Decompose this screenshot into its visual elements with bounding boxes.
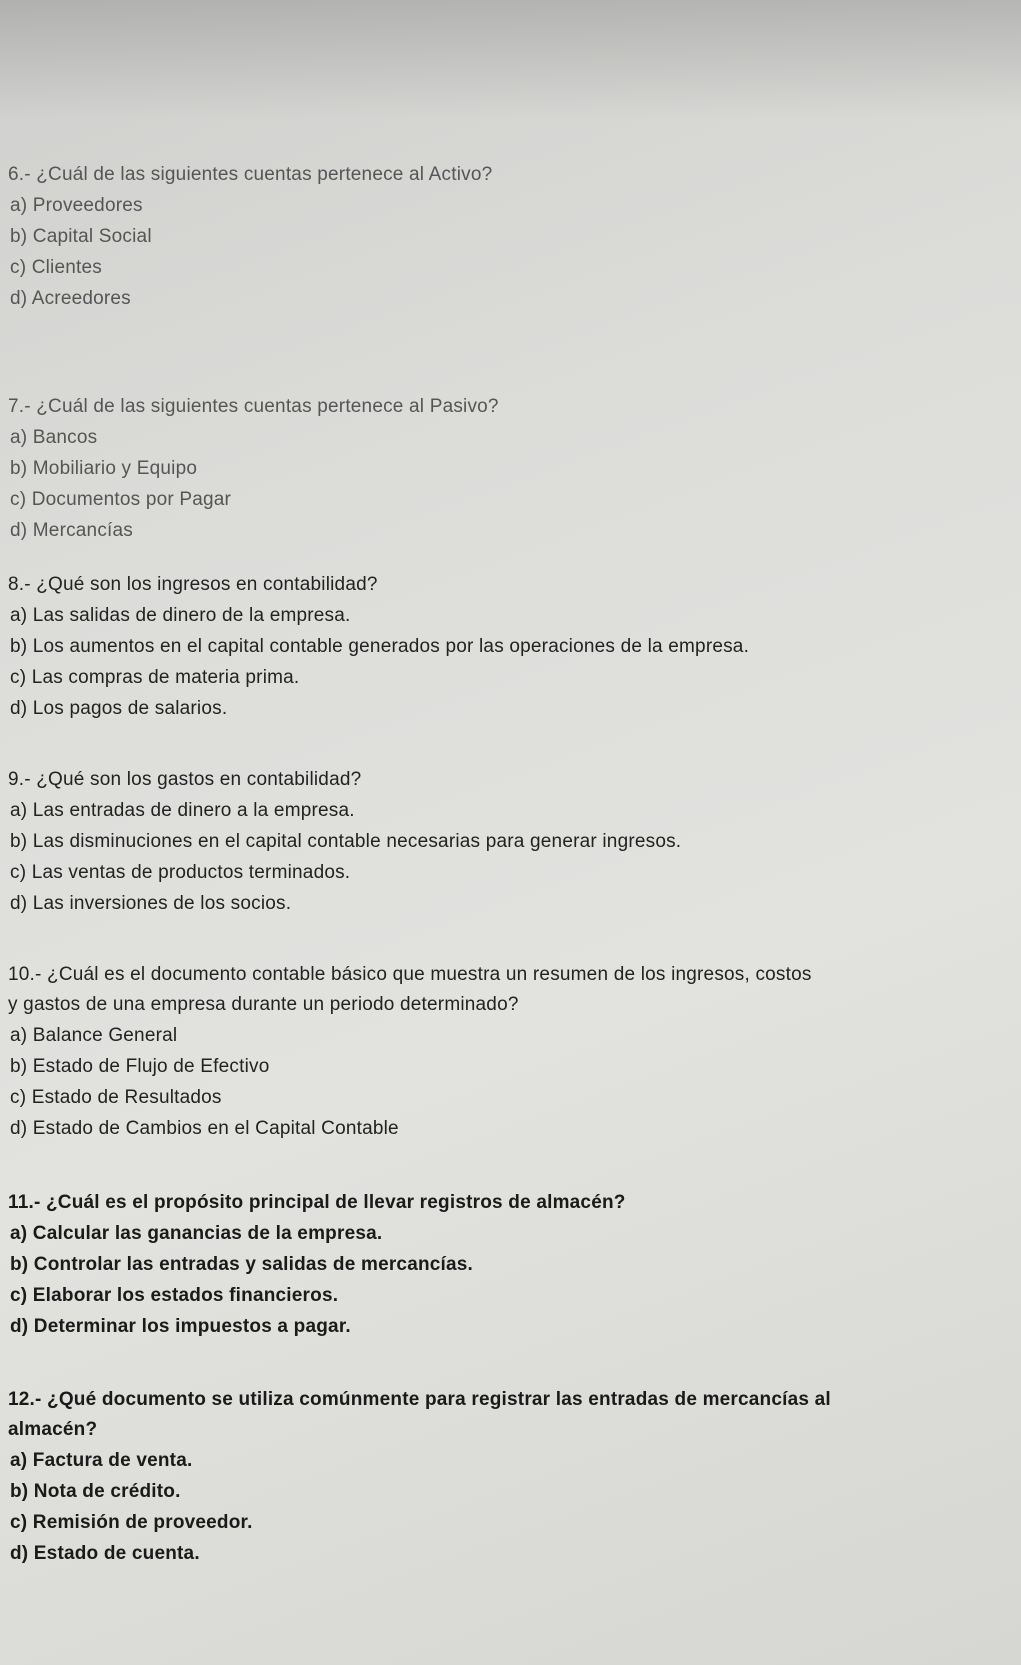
question-8-option-c: c) Las compras de materia prima. bbox=[10, 667, 300, 688]
question-7-option-d: d) Mercancías bbox=[10, 520, 133, 541]
question-8-option-a: a) Las salidas de dinero de la empresa. bbox=[10, 605, 351, 626]
question-12-text-line2: almacén? bbox=[8, 1419, 98, 1440]
question-6-option-a: a) Proveedores bbox=[10, 195, 143, 216]
question-12-text-line1: 12.- ¿Qué documento se utiliza comúnmente para registrar las entradas de mercancías al bbox=[8, 1389, 831, 1410]
question-11 bbox=[8, 1188, 1008, 1342]
question-10-text-line1: 10.- ¿Cuál es el documento contable básico que muestra un resumen de los ingresos, costos bbox=[8, 964, 812, 985]
question-10-option-a: a) Balance General bbox=[10, 1025, 178, 1046]
question-11-option-b: b) Controlar las entradas y salidas de mercancías. bbox=[10, 1254, 474, 1275]
question-6-text: 6.- ¿Cuál de las siguientes cuentas pertenece al Activo? bbox=[8, 164, 493, 185]
question-9-option-c: c) Las ventas de productos terminados. bbox=[10, 862, 351, 883]
question-9-option-d: d) Las inversiones de los socios. bbox=[10, 893, 292, 914]
question-7 bbox=[8, 392, 1008, 546]
question-6 bbox=[8, 160, 1008, 314]
question-6-option-d: d) Acreedores bbox=[10, 288, 131, 309]
question-7-option-c: c) Documentos por Pagar bbox=[10, 489, 232, 510]
question-12-option-b: b) Nota de crédito. bbox=[10, 1481, 181, 1502]
top-shadow bbox=[0, 0, 1021, 120]
question-9-option-b: b) Las disminuciones en el capital contable necesarias para generar ingresos. bbox=[10, 831, 682, 852]
question-9-option-a: a) Las entradas de dinero a la empresa. bbox=[10, 800, 355, 821]
question-12-option-d: d) Estado de cuenta. bbox=[10, 1543, 200, 1564]
question-12 bbox=[8, 1385, 1008, 1569]
question-10 bbox=[8, 960, 1008, 1144]
question-7-text: 7.- ¿Cuál de las siguientes cuentas pertenece al Pasivo? bbox=[8, 396, 499, 417]
question-10-option-c: c) Estado de Resultados bbox=[10, 1087, 222, 1108]
question-11-text: 11.- ¿Cuál es el propósito principal de llevar registros de almacén? bbox=[8, 1192, 626, 1213]
question-8 bbox=[8, 570, 1008, 724]
question-10-option-b: b) Estado de Flujo de Efectivo bbox=[10, 1056, 270, 1077]
question-11-option-a: a) Calcular las ganancias de la empresa. bbox=[10, 1223, 383, 1244]
question-10-option-d: d) Estado de Cambios en el Capital Contable bbox=[10, 1118, 399, 1139]
question-9-text: 9.- ¿Qué son los gastos en contabilidad? bbox=[8, 769, 362, 790]
question-12-option-a: a) Factura de venta. bbox=[10, 1450, 193, 1471]
question-11-option-c: c) Elaborar los estados financieros. bbox=[10, 1285, 339, 1306]
question-11-option-d: d) Determinar los impuestos a pagar. bbox=[10, 1316, 351, 1337]
question-9 bbox=[8, 765, 1008, 919]
question-7-option-a: a) Bancos bbox=[10, 427, 98, 448]
question-8-option-b: b) Los aumentos en el capital contable generados por las operaciones de la empresa. bbox=[10, 636, 750, 657]
question-6-option-b: b) Capital Social bbox=[10, 226, 152, 247]
question-8-text: 8.- ¿Qué son los ingresos en contabilidad? bbox=[8, 574, 378, 595]
question-7-option-b: b) Mobiliario y Equipo bbox=[10, 458, 198, 479]
question-6-option-c: c) Clientes bbox=[10, 257, 102, 278]
question-8-option-d: d) Los pagos de salarios. bbox=[10, 698, 228, 719]
question-12-option-c: c) Remisión de proveedor. bbox=[10, 1512, 253, 1533]
question-10-text-line2: y gastos de una empresa durante un periodo determinado? bbox=[8, 994, 519, 1015]
